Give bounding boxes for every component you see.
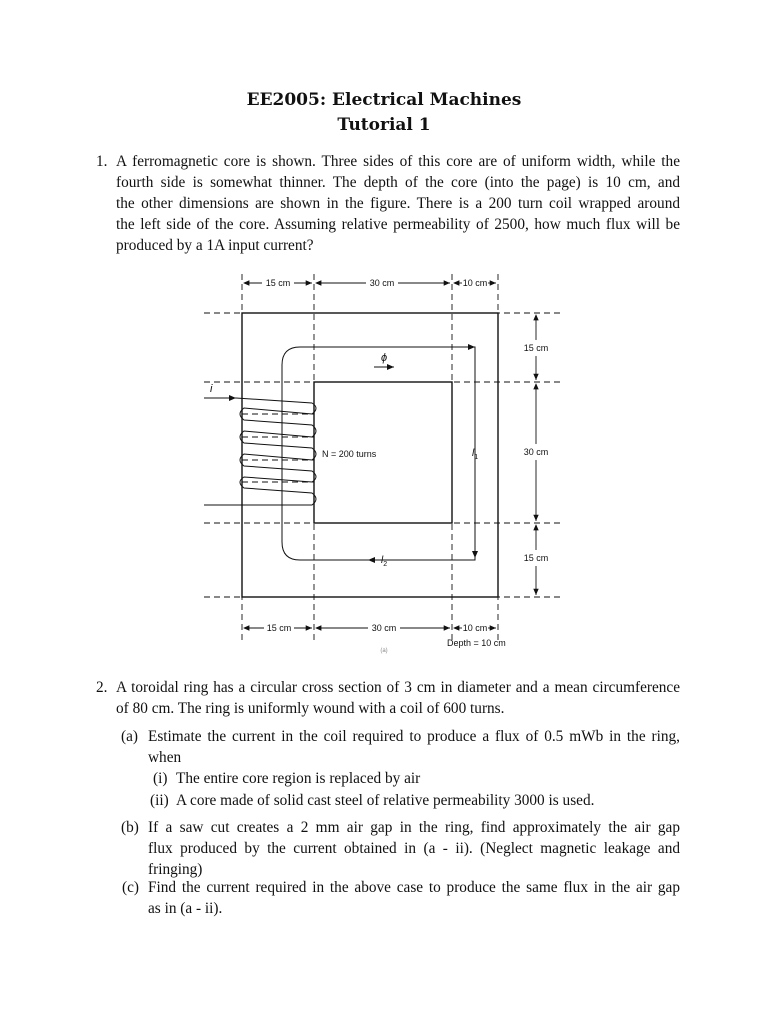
part-a-text <box>148 726 680 768</box>
question-2-number: 2. <box>96 679 108 696</box>
course-title: EE2005: Electrical Machines <box>246 90 522 110</box>
dim-right-30cm: 30 cm <box>523 447 549 457</box>
part-b-line: fringing) <box>148 861 203 878</box>
dim-right-15cm-bottom: 15 cm <box>523 553 549 563</box>
current-symbol: i <box>210 383 213 395</box>
dim-top-10cm: 10 cm <box>462 278 488 288</box>
part-a-label: (a) <box>121 728 138 745</box>
part-a-line: Estimate the current in the coil required to produce a flux of 0.5 mWb in the ring, <box>148 728 680 745</box>
dim-right-15cm-top: 15 cm <box>523 343 549 353</box>
question-1-line: A ferromagnetic core is shown. Three sides of this core are of uniform width, while the <box>116 153 680 170</box>
dim-bottom-10cm: 10 cm <box>462 623 488 633</box>
question-2-line: of 80 cm. The ring is uniformly wound with a coil of 600 turns. <box>116 700 505 717</box>
question-1-line: produced by a 1A input current? <box>116 237 314 254</box>
question-1-line: fourth side is somewhat thinner. The depth of the core (into the page) is 10 cm, and <box>116 174 680 191</box>
l2-label: $l_2$ <box>381 555 388 568</box>
dim-bottom-30cm: 30 cm <box>371 623 397 633</box>
figure-tag: (a) <box>380 648 388 654</box>
turns-label: N = 200 turns <box>322 449 377 459</box>
coil-winding <box>204 398 316 505</box>
part-a-i-text: The entire core region is replaced by air <box>176 770 421 787</box>
part-b-line: flux produced by the current obtained in (a - ii). (Neglect magnetic leakage and <box>148 840 680 857</box>
dim-bottom-15cm: 15 cm <box>266 623 292 633</box>
part-b-text <box>148 817 680 880</box>
part-b-label: (b) <box>121 819 139 836</box>
l1-label: $l_1$ <box>472 448 479 461</box>
flux-symbol: ϕ <box>380 352 388 364</box>
dim-top-15cm: 15 cm <box>265 278 291 288</box>
part-c-text <box>148 877 680 919</box>
mean-flux-path <box>282 347 475 560</box>
question-2-intro <box>116 677 680 719</box>
part-a-i-label: (i) <box>153 770 168 787</box>
question-1-line: the left side of the core. Assuming relative permeability of 2500, how much flux will be <box>116 216 680 233</box>
depth-label: Depth = 10 cm <box>447 638 506 648</box>
tutorial-title: Tutorial 1 <box>337 115 431 135</box>
question-1-text <box>116 151 680 256</box>
part-c-line: as in (a - ii). <box>148 900 223 917</box>
question-2-line: A toroidal ring has a circular cross section of 3 cm in diameter and a mean circumference <box>116 679 680 696</box>
part-c-line: Find the current required in the above case to produce the same flux in the air gap <box>148 879 680 896</box>
part-a-ii-text: A core made of solid cast steel of relative permeability 3000 is used. <box>176 792 595 809</box>
magnetic-core-figure <box>0 260 768 660</box>
part-b-line: If a saw cut creates a 2 mm air gap in the ring, find approximately the air gap <box>148 819 680 836</box>
part-a-ii-label: (ii) <box>150 792 169 809</box>
part-c-label: (c) <box>122 879 139 896</box>
question-1-line: the other dimensions are shown in the figure. There is a 200 turn coil wrapped around <box>116 195 680 212</box>
dim-top-30cm: 30 cm <box>369 278 395 288</box>
part-a-line: when <box>148 749 182 766</box>
question-1-number: 1. <box>96 153 108 170</box>
